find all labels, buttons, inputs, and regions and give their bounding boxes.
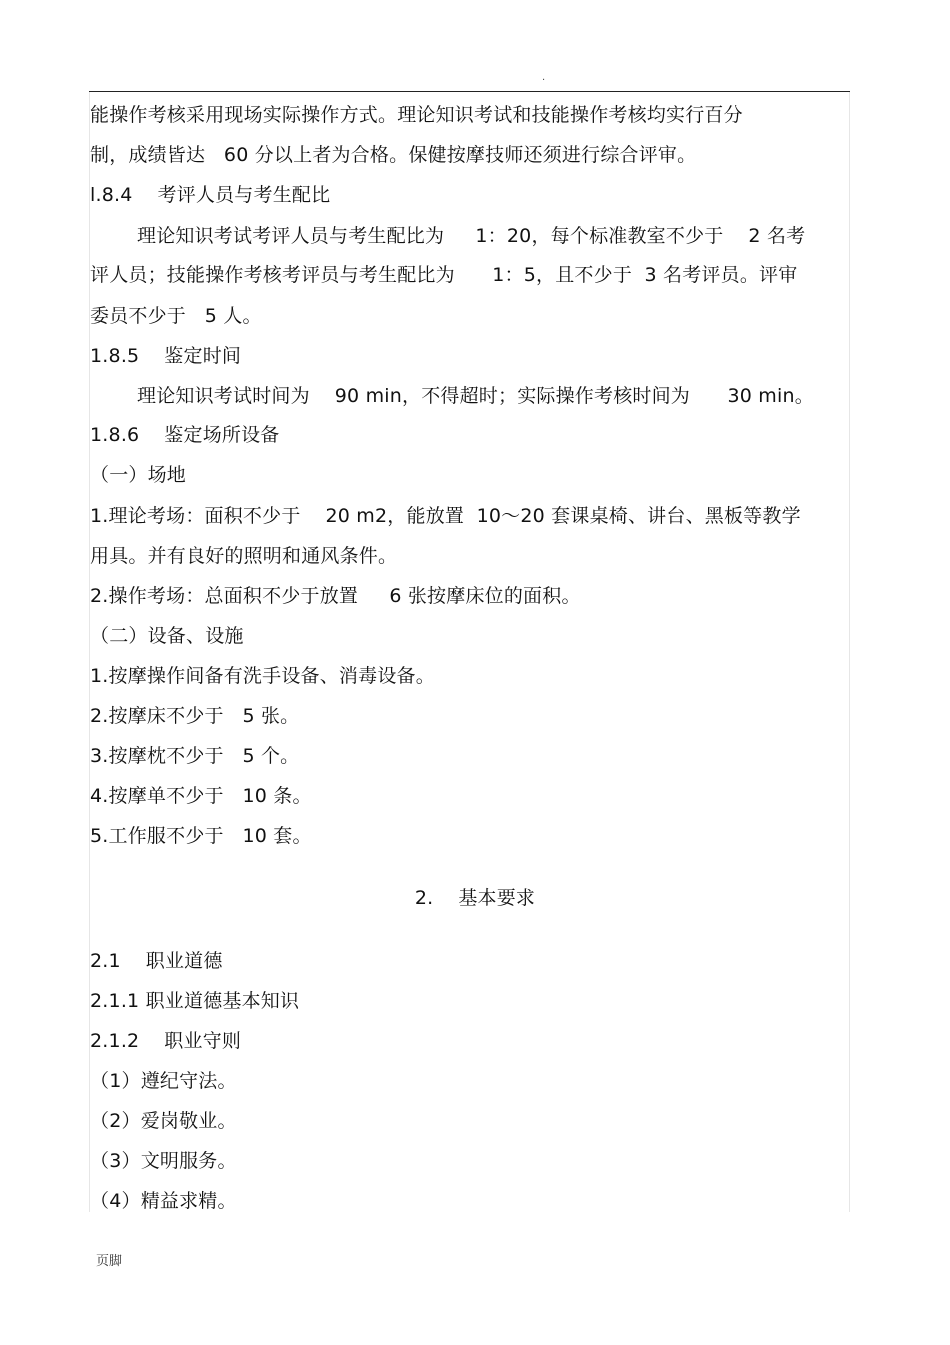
section-heading: 1.8.5 鉴定时间 <box>90 345 242 367</box>
paragraph-line: 委员不少于 5 人。 <box>90 305 262 327</box>
list-item: 1.理论考场：面积不少于 20 m2，能放置 10～20 套课桌椅、讲台、黑板等教学 <box>90 505 801 527</box>
header-mark: . <box>542 72 546 83</box>
list-item: （2）爱岗敬业。 <box>90 1110 237 1132</box>
paragraph-line: 能操作考核采用现场实际操作方式。理论知识考试和技能操作考核均实行百分 <box>90 104 743 126</box>
paragraph-line: 评人员；技能操作考核考评员与考生配比为 1：5，且不少于 3 名考评员。评审 <box>90 264 798 286</box>
chapter-heading: 2. 基本要求 <box>414 887 536 909</box>
page-footer: 页脚 <box>96 1254 123 1269</box>
list-item: 2.按摩床不少于 5 张。 <box>90 705 300 727</box>
paragraph-line: 用具。并有良好的照明和通风条件。 <box>90 545 398 567</box>
list-item: 2.操作考场：总面积不少于放置 6 张按摩床位的面积。 <box>90 585 581 607</box>
list-item: 5.工作服不少于 10 套。 <box>90 825 312 847</box>
paragraph-line: 理论知识考试考评人员与考生配比为 1：20，每个标准教室不少于 2 名考 <box>137 225 806 247</box>
list-item: （4）精益求精。 <box>90 1190 237 1212</box>
section-heading: l.8.4 考评人员与考生配比 <box>90 184 331 206</box>
list-item: 3.按摩枕不少于 5 个。 <box>90 745 300 767</box>
paragraph-line: 制，成绩皆达 60 分以上者为合格。保健按摩技师还须进行综合评审。 <box>90 144 697 166</box>
section-heading: 1.8.6 鉴定场所设备 <box>90 424 280 446</box>
paragraph-line: 理论知识考试时间为 90 min，不得超时；实际操作考核时间为 30 min。 <box>137 385 814 407</box>
list-item: （1）遵纪守法。 <box>90 1070 237 1092</box>
section-heading: 2.1.1 职业道德基本知识 <box>90 990 300 1012</box>
subsection-heading: （一）场地 <box>90 464 187 486</box>
section-heading: 2.1.2 职业守则 <box>90 1030 242 1052</box>
list-item: 1.按摩操作间备有洗手设备、消毒设备。 <box>90 665 435 687</box>
right-margin-line <box>849 92 850 1212</box>
list-item: 4.按摩单不少于 10 条。 <box>90 785 312 807</box>
subsection-heading: （二）设备、设施 <box>90 625 244 647</box>
section-heading: 2.1 职业道德 <box>90 950 223 972</box>
list-item: （3）文明服务。 <box>90 1150 237 1172</box>
header-rule <box>89 91 850 92</box>
